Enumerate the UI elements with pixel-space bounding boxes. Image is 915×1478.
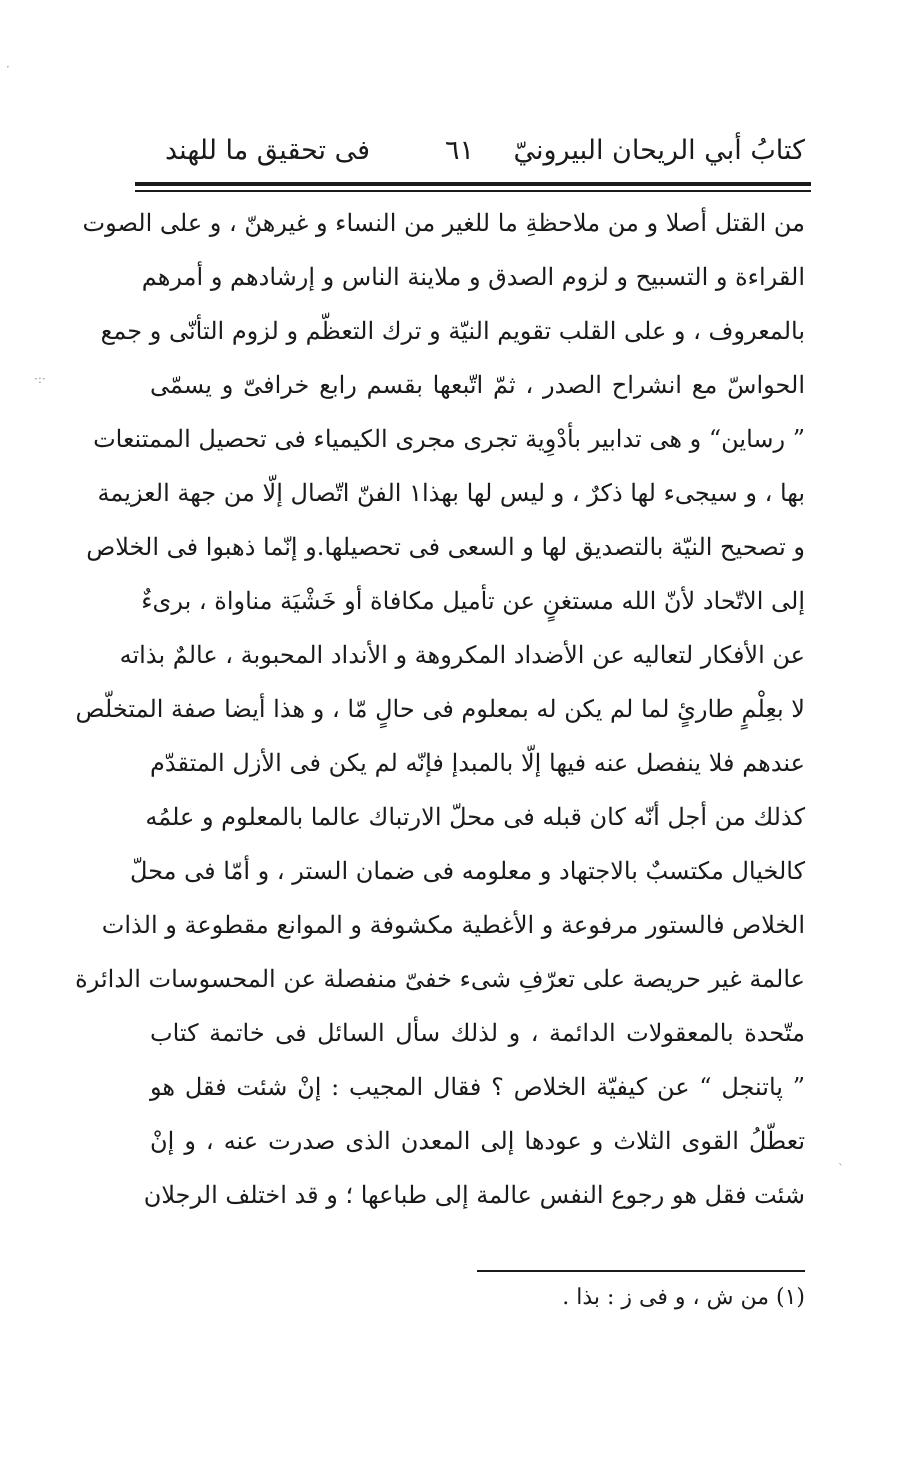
footnote-rule [477, 1270, 805, 1272]
main-text [75, 196, 805, 1222]
running-header [165, 126, 805, 176]
scan-speck: ` [838, 1162, 844, 1176]
text-line: كالخيال مكتسبٌ بالاجتهاد و معلومه فى ضمان الستر ، و أمّا فى محلّ [129, 857, 805, 885]
text-line: إلى الاتّحاد لأنّ الله مستغنٍ عن تأميل مكافاة أو خَشْيَة مناواة ، برىءٌ [141, 587, 805, 615]
header-book-title: كتابُ أبي الريحان البيرونيّ [513, 135, 805, 166]
page-number: ٦١ [445, 135, 475, 166]
text-line: القراءة و التسبيح و لزوم الصدق و ملاينة الناس و إرشادهم و أمرهم [141, 263, 805, 291]
text-line: بالمعروف ، و على القلب تقويم النيّة و ترك التعظّم و لزوم التأنّى و جمع [100, 317, 805, 345]
footnote: (١) من ش ، و فى ز : بذا . [562, 1285, 805, 1310]
text-line: ” رساين“ و هى تدابير بأدْوِية تجرى مجرى الكيمياء فى تحصيل الممتنعات [93, 425, 805, 453]
text-line: و تصحيح النيّة بالتصديق لها و السعى فى تحصيلها.و إنّما ذهبوا فى الخلاص [86, 533, 805, 561]
text-line: الحواسّ مع انشراح الصدر ، ثمّ اتّبعها بقسم رابع خرافىّ و يسمّى [150, 371, 805, 399]
text-line: تعطّلُ القوى الثلاث و عودها إلى المعدن الذى صدرت عنه ، و إنْ [150, 1127, 805, 1155]
text-line: ” پاتنجل “ عن كيفيّة الخلاص ؟ فقال المجيب : إنْ شئت فقل هو [150, 1073, 805, 1101]
text-line: لا بعِلْمٍ طارئٍ لما لم يكن له بمعلوم فى حالٍ مّا ، و هذا أيضا صفة المتخلّص [75, 695, 805, 723]
scan-speck: · [6, 60, 10, 74]
scan-speck: ·:· [34, 372, 46, 386]
text-line: بها ، و سيجىء لها ذكرٌ ، و ليس لها بهذا١ الفنّ اتّصال إلّا من جهة العزيمة [97, 479, 805, 507]
text-line: عندهم فلا ينفصل عنه فيها إلّا بالمبدإ فإنّه لم يكن فى الأزل المتقدّم [150, 749, 805, 777]
text-line: متّحدة بالمعقولات الدائمة ، و لذلك سأل السائل فى خاتمة كتاب [150, 1019, 805, 1047]
text-line: كذلك من أجل أنّه كان قبله فى محلّ الارتباك عالما بالمعلوم و علمُه [145, 803, 805, 831]
text-line: من القتل أصلا و من ملاحظةِ ما للغير من النساء و غيرهنّ ، و على الصوت [82, 209, 805, 237]
header-work-title: فى تحقيق ما للهند [165, 135, 371, 166]
text-line: شئت فقل هو رجوع النفس عالمة إلى طباعها ؛ و قد اختلف الرجلان [143, 1181, 805, 1209]
text-line: عن الأفكار لتعاليه عن الأضداد المكروهة و الأنداد المحبوبة ، عالمٌ بذاته [119, 641, 805, 669]
text-line: عالمة غير حريصة على تعرّفِ شىء خفىّ منفصلة عن المحسوسات الدائرة [75, 965, 805, 993]
header-rule-thin [135, 190, 811, 192]
text-line: الخلاص فالستور مرفوعة و الأغطية مكشوفة و الموانع مقطوعة و الذات [101, 911, 805, 939]
header-rule-thick [135, 182, 811, 186]
